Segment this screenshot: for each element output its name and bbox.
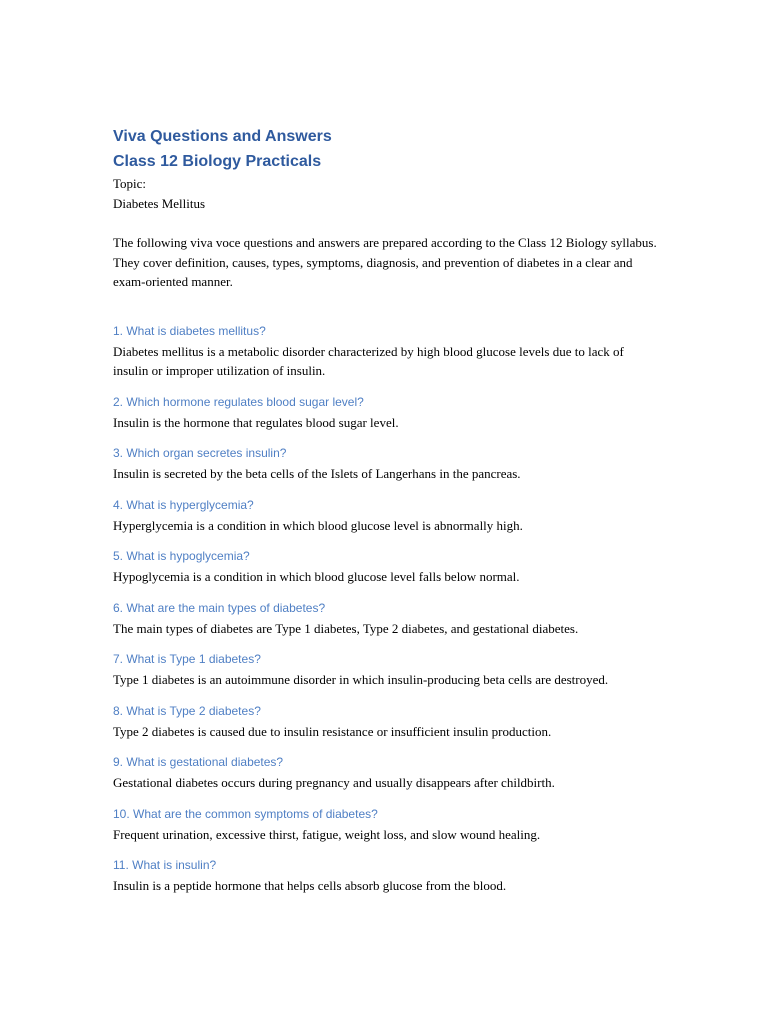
question-heading: 11. What is insulin?: [113, 858, 217, 872]
intro-paragraph: The following viva voce questions and answers are prepared according to the Class 12 Biology syllabus. They cover definition, causes, types, symptoms, diagnosis, and prevention of diabetes in a clear and exam-oriented manner.: [113, 235, 657, 289]
answer-text: Hypoglycemia is a condition in which blood glucose level falls below normal.: [113, 569, 520, 584]
qa-list: [113, 322, 658, 896]
qa-item: [113, 444, 658, 484]
qa-item: [113, 702, 658, 742]
topic-value: Diabetes Mellitus: [113, 195, 206, 211]
qa-item: [113, 496, 658, 536]
answer-text: Insulin is the hormone that regulates blood sugar level.: [113, 414, 399, 430]
answer-text: Diabetes mellitus is a metabolic disorder characterized by high blood glucose levels due to lack of insulin or improper utilization of insulin.: [113, 343, 624, 378]
qa-item: [113, 322, 658, 381]
qa-item: [113, 393, 658, 433]
question-heading: 4. What is hyperglycemia?: [113, 497, 254, 512]
answer-text: Type 2 diabetes is caused due to insulin resistance or insufficient insulin production.: [113, 723, 552, 739]
answer-text: Insulin is a peptide hormone that helps cells absorb glucose from the blood.: [113, 878, 507, 893]
answer-text: Frequent urination, excessive thirst, fatigue, weight loss, and slow wound healing.: [113, 826, 541, 842]
topic-label: Topic:: [113, 176, 147, 191]
qa-item: [113, 753, 658, 793]
question-heading: 8. What is Type 2 diabetes?: [113, 703, 261, 718]
document-page: [113, 124, 658, 908]
question-heading: 2. Which hormone regulates blood sugar level?: [113, 394, 364, 409]
question-heading: 7. What is Type 1 diabetes?: [113, 652, 261, 666]
answer-text: Type 1 diabetes is an autoimmune disorder in which insulin-producing beta cells are destroyed.: [113, 672, 609, 687]
qa-item: [113, 547, 658, 587]
answer-text: Insulin is secreted by the beta cells of the Islets of Langerhans in the pancreas.: [113, 466, 521, 481]
qa-item: [113, 805, 658, 845]
question-heading: 5. What is hypoglycemia?: [113, 549, 250, 563]
document-subtitle: Class 12 Biology Practicals: [113, 153, 322, 170]
answer-text: Hyperglycemia is a condition in which blood glucose level is abnormally high.: [113, 517, 523, 533]
document-title: Viva Questions and Answers: [113, 128, 332, 145]
question-heading: 9. What is gestational diabetes?: [113, 755, 284, 769]
question-heading: 3. Which organ secretes insulin?: [113, 446, 287, 460]
qa-item: [113, 599, 658, 639]
qa-item: [113, 856, 658, 896]
question-heading: 6. What are the main types of diabetes?: [113, 600, 326, 615]
question-heading: 10. What are the common symptoms of diabetes?: [113, 806, 378, 821]
answer-text: The main types of diabetes are Type 1 diabetes, Type 2 diabetes, and gestational diabetes.: [113, 620, 579, 636]
qa-item: [113, 650, 658, 690]
answer-text: Gestational diabetes occurs during pregnancy and usually disappears after childbirth.: [113, 775, 555, 790]
question-heading: 1. What is diabetes mellitus?: [113, 323, 266, 338]
